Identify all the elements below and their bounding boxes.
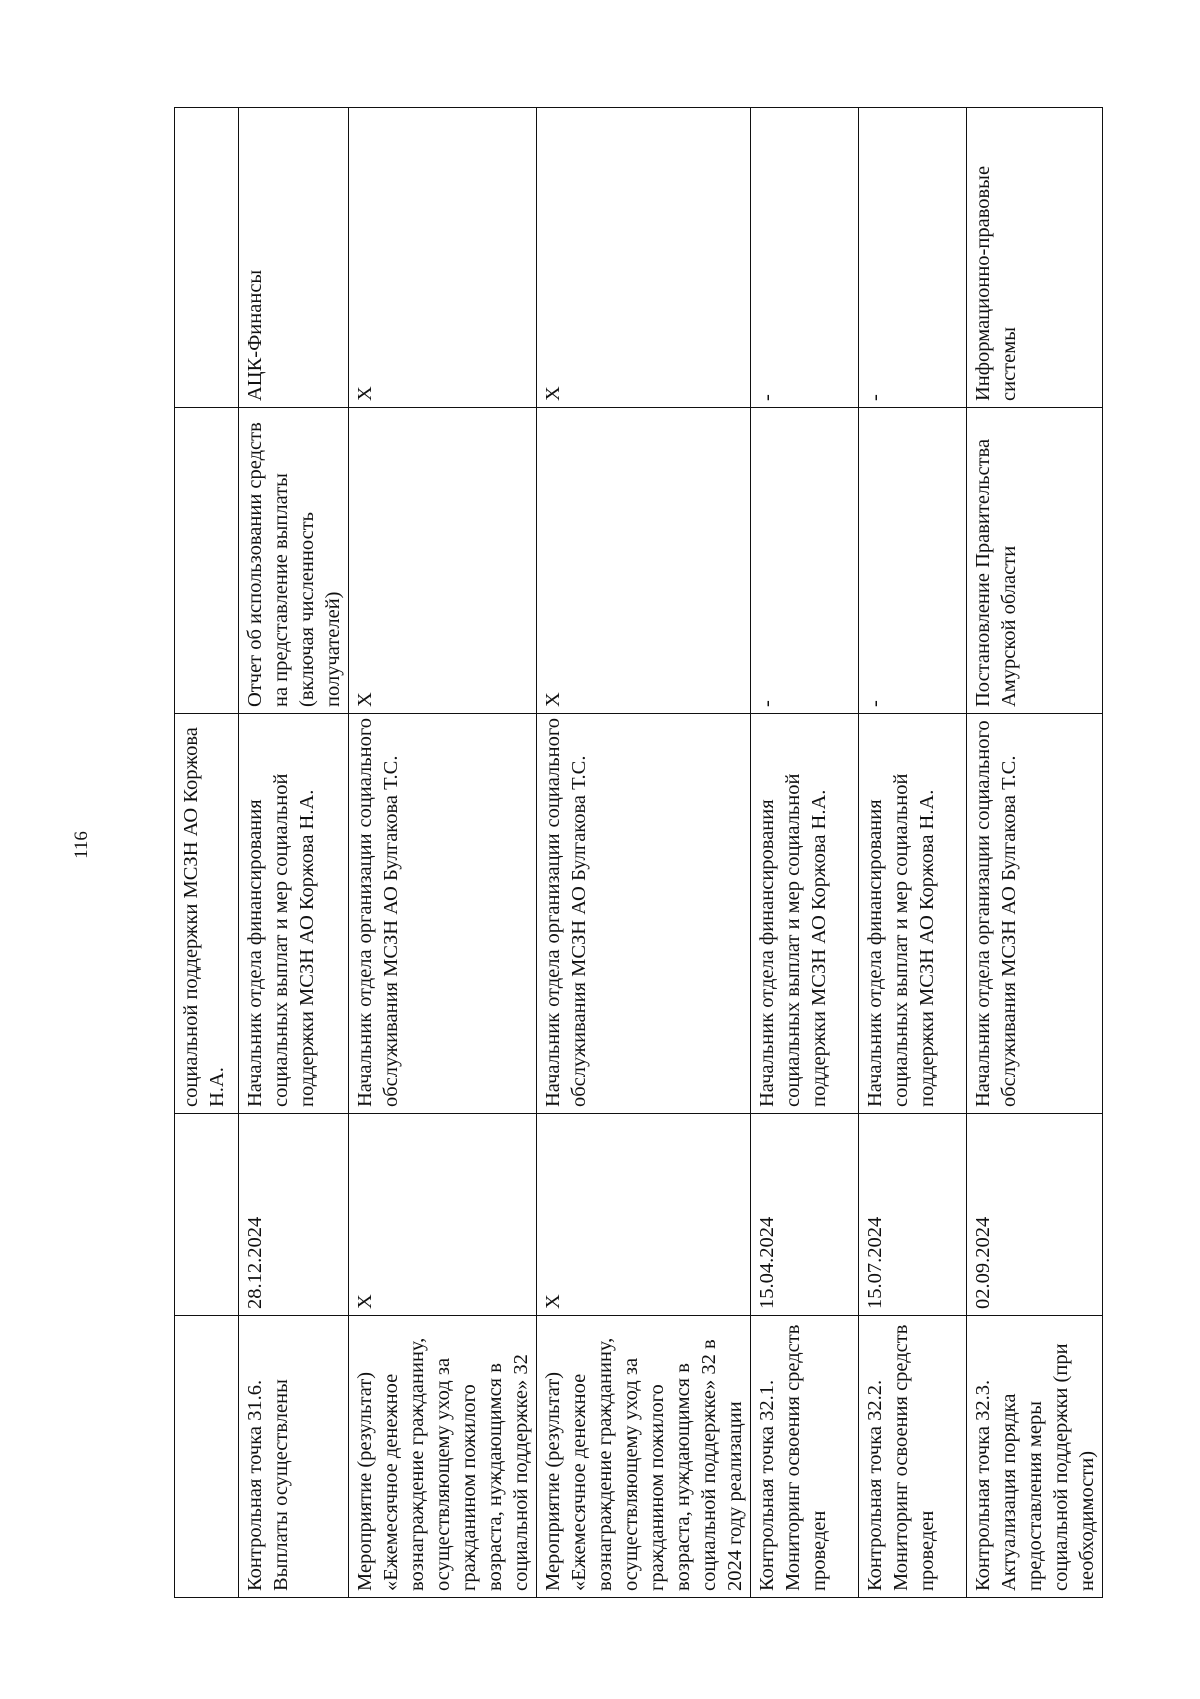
cell-event: Контрольная точка 31.6. Выплаты осуществлены xyxy=(239,1316,349,1598)
cell-event xyxy=(175,1316,239,1598)
cell-responsible: социальной поддержки МСЗН АО Коржова Н.А. xyxy=(175,714,239,1114)
cell-date xyxy=(175,1114,239,1316)
cell-document: Х xyxy=(349,408,537,714)
cell-responsible: Начальник отдела организации социального обслуживания МСЗН АО Булгакова Т.С. xyxy=(537,714,751,1114)
cell-date: Х xyxy=(349,1114,537,1316)
cell-system: - xyxy=(751,108,859,408)
cell-system xyxy=(175,108,239,408)
cell-event: Контрольная точка 32.1. Мониторинг освоения средств проведен xyxy=(751,1316,859,1598)
cell-responsible: Начальник отдела финансирования социальных выплат и мер социальной поддержки МСЗН АО Коржова Н.А. xyxy=(859,714,967,1114)
table-row xyxy=(175,108,239,1598)
table-row xyxy=(751,108,859,1598)
cell-date: 15.04.2024 xyxy=(751,1114,859,1316)
cell-document: - xyxy=(859,408,967,714)
cell-document: - xyxy=(751,408,859,714)
rotated-table-container xyxy=(174,108,1098,1598)
cell-document xyxy=(175,408,239,714)
table-row xyxy=(537,108,751,1598)
cell-event: Контрольная точка 32.2. Мониторинг освоения средств проведен xyxy=(859,1316,967,1598)
cell-date: 02.09.2024 xyxy=(967,1114,1103,1316)
cell-event: Мероприятие (результат) «Ежемесячное денежное вознаграждение гражданину, осуществляющему уход за гражданином пожилого возраста, нуждающимся в социальной поддержке» 32 xyxy=(349,1316,537,1598)
cell-event: Контрольная точка 32.3. Актуализация порядка предоставления меры социальной поддержки (при необходимости) xyxy=(967,1316,1103,1598)
cell-system: Х xyxy=(537,108,751,408)
cell-document: Постановление Правительства Амурской области xyxy=(967,408,1103,714)
cell-system: Х xyxy=(349,108,537,408)
cell-document: Отчет об использовании средств на представление выплаты (включая численность получателей) xyxy=(239,408,349,714)
cell-responsible: Начальник отдела организации социального обслуживания МСЗН АО Булгакова Т.С. xyxy=(967,714,1103,1114)
cell-date: 28.12.2024 xyxy=(239,1114,349,1316)
cell-responsible: Начальник отдела финансирования социальных выплат и мер социальной поддержки МСЗН АО Коржова Н.А. xyxy=(239,714,349,1114)
table-row xyxy=(859,108,967,1598)
page-number: 116 xyxy=(71,831,92,859)
events-table xyxy=(174,107,1103,1598)
table-row xyxy=(239,108,349,1598)
cell-event: Мероприятие (результат) «Ежемесячное денежное вознаграждение гражданину, осуществляющему уход за гражданином пожилого возраста, нуждающимся в социальной поддержке» 32 в 2024 году реализации xyxy=(537,1316,751,1598)
cell-date: 15.07.2024 xyxy=(859,1114,967,1316)
cell-system: Информационно-правовые системы xyxy=(967,108,1103,408)
cell-system: АЦК-Финансы xyxy=(239,108,349,408)
cell-system: - xyxy=(859,108,967,408)
cell-responsible: Начальник отдела финансирования социальных выплат и мер социальной поддержки МСЗН АО Коржова Н.А. xyxy=(751,714,859,1114)
cell-responsible: Начальник отдела организации социального обслуживания МСЗН АО Булгакова Т.С. xyxy=(349,714,537,1114)
table-row xyxy=(967,108,1103,1598)
cell-date: Х xyxy=(537,1114,751,1316)
table-row xyxy=(349,108,537,1598)
cell-document: Х xyxy=(537,408,751,714)
